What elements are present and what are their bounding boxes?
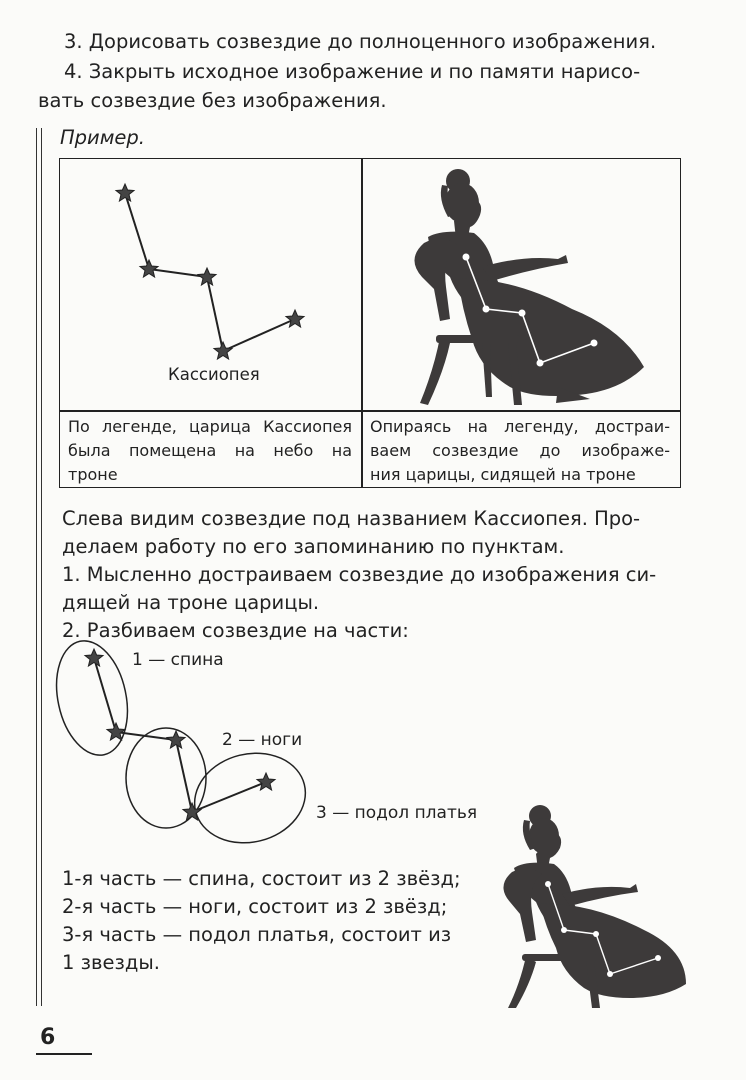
- part-3-label: 3 — подол платья: [316, 803, 478, 823]
- page-number: 6: [40, 1025, 56, 1050]
- step-3: 3. Дорисовать созвездие до полноценного изображения.: [64, 30, 657, 53]
- star-icon: [286, 310, 304, 327]
- left-caption: [68, 415, 352, 487]
- step-4-line-2: вать созвездие без изображения.: [38, 89, 387, 112]
- summary-line-1: 1-я часть — спина, состоит из 2 звёзд;: [62, 867, 461, 890]
- list-item-1-line-1: 1. Мысленно достраиваем созвездие до изображения си-: [62, 563, 657, 586]
- right-caption-line: Опираясь на легенду, достраи-: [370, 417, 670, 436]
- summary-line-3: 3-я часть — подол платья, состоит из: [62, 923, 452, 946]
- right-caption-line: ния царицы, сидящей на троне: [370, 465, 636, 484]
- step-4-line-1: 4. Закрыть исходное изображение и по памяти нарисо-: [64, 60, 641, 83]
- summary-line-4: 1 звезды.: [62, 951, 160, 974]
- example-table: [59, 158, 681, 488]
- star-icon: [85, 649, 103, 666]
- left-caption-line: была помещена на небо на: [68, 441, 352, 460]
- star-icon: [198, 268, 216, 285]
- constellation-name: Кассиопея: [168, 365, 260, 384]
- paragraph-line: Слева видим созвездие под названием Кассиопея. Про-: [62, 507, 641, 530]
- list-item-2: 2. Разбиваем созвездие на части:: [62, 619, 409, 642]
- paragraph-line: делаем работу по его запоминанию по пунктам.: [62, 535, 565, 558]
- star-icon: [140, 260, 158, 277]
- star-icon: [257, 773, 275, 790]
- left-caption-line: троне: [68, 465, 118, 484]
- star-icon: [167, 731, 185, 748]
- right-caption: [370, 415, 670, 487]
- right-caption-line: ваем созвездие до изображе-: [370, 441, 670, 460]
- star-icon: [116, 184, 134, 201]
- queen-on-throne-illustration: [362, 159, 680, 409]
- table-divider-horizontal: [60, 410, 680, 412]
- part-1-label: 1 — спина: [132, 650, 224, 670]
- star-icon: [214, 342, 232, 359]
- queen-silhouette-small: [490, 798, 690, 1008]
- left-caption-line: По легенде, царица Кассиопея: [68, 417, 352, 436]
- list-item-1-line-2: дящей на троне царицы.: [62, 591, 320, 614]
- example-label: Пример.: [60, 126, 145, 149]
- part-2-label: 2 — ноги: [222, 730, 303, 750]
- summary-line-2: 2-я часть — ноги, состоит из 2 звёзд;: [62, 895, 448, 918]
- part-3-ellipse: [185, 742, 315, 854]
- example-sidebar-rule: [36, 128, 42, 1006]
- page-number-underline: [36, 1053, 92, 1055]
